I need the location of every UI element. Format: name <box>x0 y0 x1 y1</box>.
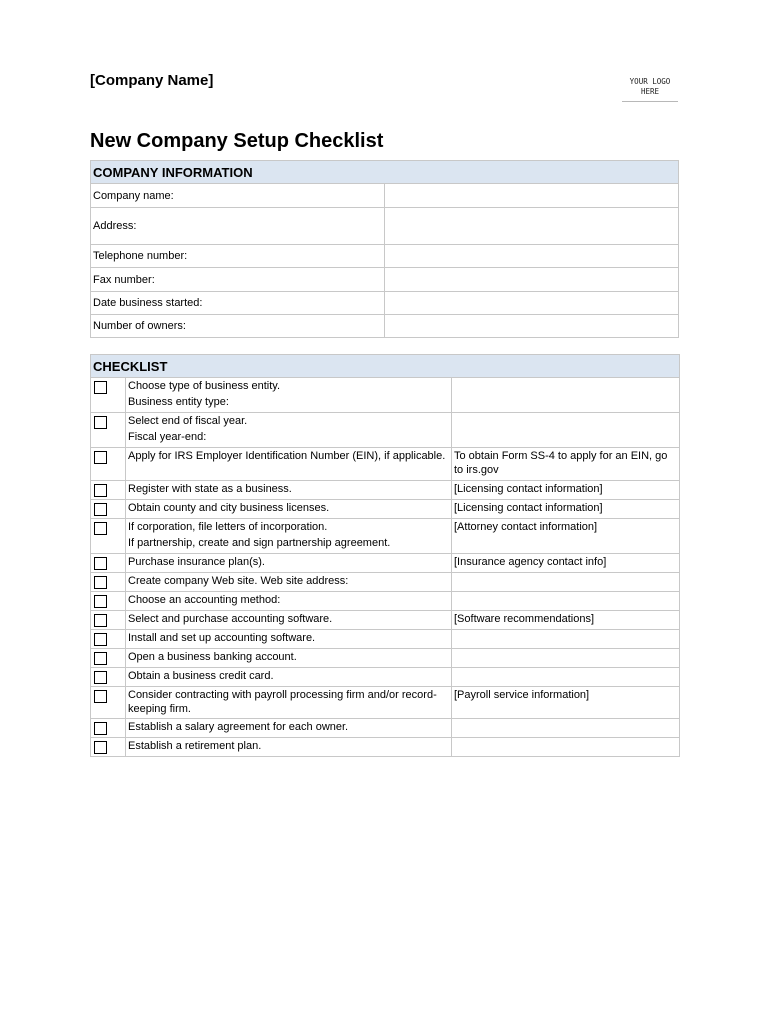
checklist-task <box>126 668 452 687</box>
company-info-value-field[interactable] <box>385 268 679 292</box>
checklist-task <box>126 378 452 413</box>
checklist-task-line: Fiscal year-end: <box>128 431 207 443</box>
checklist-task-line: Business entity type: <box>128 396 229 408</box>
checklist-note: [Licensing contact information] <box>452 500 680 519</box>
checkbox[interactable] <box>94 484 107 497</box>
checklist-row <box>91 668 680 687</box>
checklist-note <box>452 719 680 738</box>
checkbox-cell <box>91 649 126 668</box>
checkbox[interactable] <box>94 522 107 535</box>
checklist-task <box>126 481 452 500</box>
company-info-label: Telephone number: <box>91 245 385 268</box>
checkbox-cell <box>91 668 126 687</box>
checkbox[interactable] <box>94 722 107 735</box>
checklist-task-line: Purchase insurance plan(s). <box>128 556 265 568</box>
checklist-task <box>126 573 452 592</box>
checklist-task <box>126 738 452 757</box>
checklist-task-line: Choose type of business entity. <box>128 380 281 392</box>
company-info-value-field[interactable] <box>385 184 679 208</box>
checklist-task-line: Open a business banking account. <box>128 651 297 663</box>
checkbox-cell <box>91 554 126 573</box>
checkbox[interactable] <box>94 614 107 627</box>
checkbox[interactable] <box>94 503 107 516</box>
checklist-task-line: If partnership, create and sign partnership agreement. <box>128 537 391 549</box>
checkbox-cell <box>91 687 126 719</box>
checklist-task-line: Install and set up accounting software. <box>128 632 316 644</box>
checkbox[interactable] <box>94 595 107 608</box>
checklist-task-line: Register with state as a business. <box>128 483 292 495</box>
checklist-task <box>126 592 452 611</box>
checklist-task-line: Establish a retirement plan. <box>128 740 262 752</box>
checklist-note <box>452 573 680 592</box>
logo-placeholder <box>622 72 678 102</box>
checkbox-cell <box>91 519 126 554</box>
checklist-row <box>91 719 680 738</box>
checklist-task-line: Select end of fiscal year. <box>128 415 248 427</box>
checklist-row <box>91 611 680 630</box>
checkbox[interactable] <box>94 557 107 570</box>
checklist-note <box>452 378 680 413</box>
checkbox[interactable] <box>94 381 107 394</box>
company-info-row <box>91 184 679 208</box>
checklist-task <box>126 554 452 573</box>
checklist-note: [Licensing contact information] <box>452 481 680 500</box>
checklist-row <box>91 448 680 481</box>
checkbox-cell <box>91 378 126 413</box>
company-info-label: Fax number: <box>91 268 385 292</box>
checklist-task <box>126 649 452 668</box>
checklist-table <box>90 354 680 757</box>
checklist-note <box>452 668 680 687</box>
checklist-row <box>91 649 680 668</box>
checklist-note: [Attorney contact information] <box>452 519 680 554</box>
checklist-task-line: Choose an accounting method: <box>128 594 281 606</box>
checklist-note: [Software recommendations] <box>452 611 680 630</box>
company-info-label: Date business started: <box>91 292 385 315</box>
company-info-label: Number of owners: <box>91 315 385 338</box>
checklist-note: [Insurance agency contact info] <box>452 554 680 573</box>
checklist-row <box>91 554 680 573</box>
checklist-task <box>126 519 452 554</box>
checklist-row <box>91 481 680 500</box>
company-info-row <box>91 292 679 315</box>
company-info-value-field[interactable] <box>385 208 679 245</box>
checklist-note <box>452 649 680 668</box>
logo-text-line2: HERE <box>640 87 660 96</box>
checklist-row <box>91 413 680 448</box>
checkbox-cell <box>91 611 126 630</box>
checklist-heading: CHECKLIST <box>91 355 680 378</box>
checklist-row <box>91 500 680 519</box>
checklist-task <box>126 611 452 630</box>
checklist-row <box>91 687 680 719</box>
checkbox[interactable] <box>94 741 107 754</box>
checklist-task <box>126 500 452 519</box>
company-info-label: Address: <box>91 208 385 245</box>
checklist-task-line: Obtain county and city business licenses. <box>128 502 330 514</box>
checkbox-cell <box>91 738 126 757</box>
checklist-note <box>452 630 680 649</box>
checklist-task <box>126 719 452 738</box>
checkbox[interactable] <box>94 576 107 589</box>
company-info-row <box>91 245 679 268</box>
checkbox-cell <box>91 413 126 448</box>
checklist-note <box>452 592 680 611</box>
checklist-task-line: Consider contracting with payroll processing firm and/or record-keeping firm. <box>128 689 437 715</box>
checklist-task <box>126 448 452 481</box>
checkbox-cell <box>91 500 126 519</box>
company-information-heading: COMPANY INFORMATION <box>91 161 679 184</box>
checkbox-cell <box>91 719 126 738</box>
checkbox-cell <box>91 448 126 481</box>
checklist-task-line: If corporation, file letters of incorporation. <box>128 521 328 533</box>
checklist-row <box>91 519 680 554</box>
checklist-note: To obtain Form SS-4 to apply for an EIN, go to irs.gov <box>452 448 680 481</box>
company-info-value-field[interactable] <box>385 292 679 315</box>
company-info-label: Company name: <box>91 184 385 208</box>
checkbox[interactable] <box>94 633 107 646</box>
checklist-row <box>91 738 680 757</box>
checklist-task-line: Select and purchase accounting software. <box>128 613 333 625</box>
checklist-note <box>452 738 680 757</box>
checklist-row <box>91 378 680 413</box>
company-information-table <box>90 160 679 338</box>
checklist-task <box>126 413 452 448</box>
checkbox[interactable] <box>94 451 107 464</box>
checkbox[interactable] <box>94 690 107 703</box>
checklist-row <box>91 573 680 592</box>
checklist-row <box>91 630 680 649</box>
company-info-row <box>91 208 679 245</box>
company-info-row <box>91 268 679 292</box>
company-info-value-field[interactable] <box>385 315 679 338</box>
checklist-task-line: Create company Web site. Web site address: <box>128 575 349 587</box>
checklist-note <box>452 413 680 448</box>
checkbox-cell <box>91 481 126 500</box>
company-info-value-field[interactable] <box>385 245 679 268</box>
company-info-row <box>91 315 679 338</box>
checklist-task <box>126 630 452 649</box>
checkbox[interactable] <box>94 652 107 665</box>
checklist-note: [Payroll service information] <box>452 687 680 719</box>
checklist-task-line: Establish a salary agreement for each owner. <box>128 721 349 733</box>
checkbox-cell <box>91 592 126 611</box>
checkbox-cell <box>91 630 126 649</box>
checkbox-cell <box>91 573 126 592</box>
checklist-task <box>126 687 452 719</box>
logo-text-line1: YOUR LOGO <box>629 77 671 86</box>
checklist-row <box>91 592 680 611</box>
checkbox[interactable] <box>94 671 107 684</box>
checklist-task-line: Obtain a business credit card. <box>128 670 274 682</box>
page-title: New Company Setup Checklist <box>90 130 384 152</box>
checklist-task-line: Apply for IRS Employer Identification Number (EIN), if applicable. <box>128 450 446 462</box>
checkbox[interactable] <box>94 416 107 429</box>
company-name: [Company Name] <box>90 72 214 89</box>
